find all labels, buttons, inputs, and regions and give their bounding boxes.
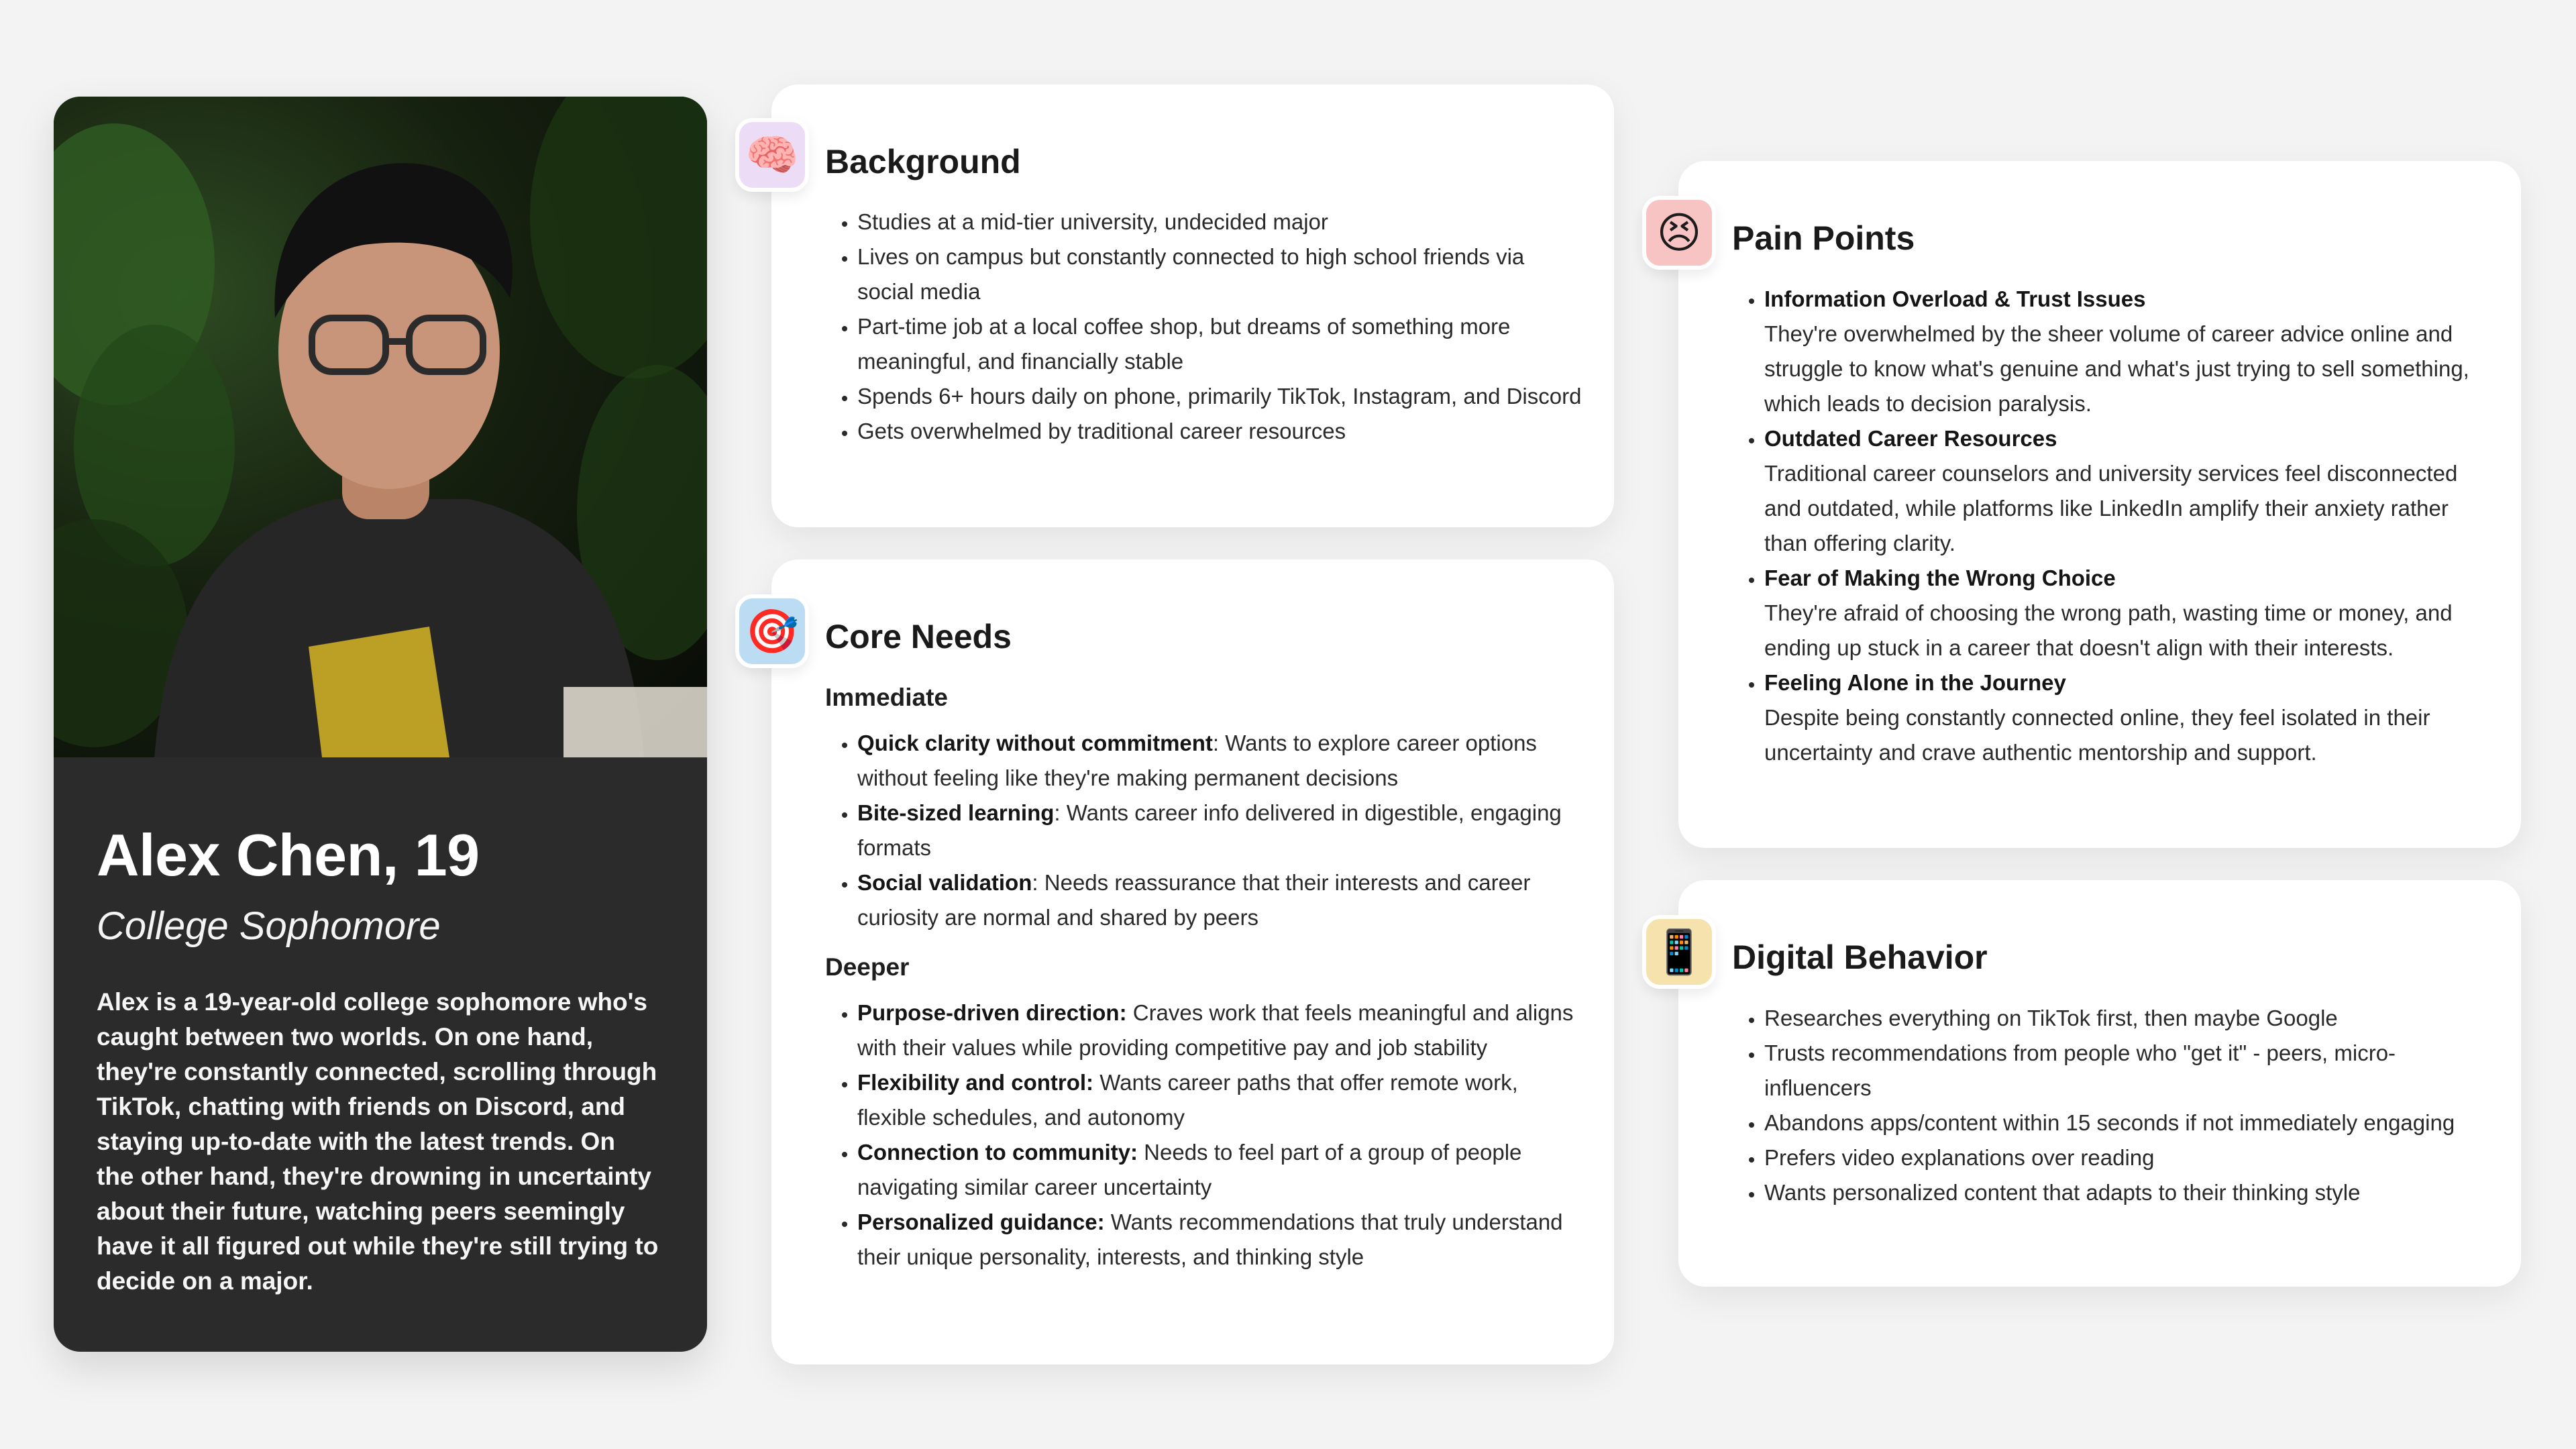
digital-behavior-title: Digital Behavior xyxy=(1732,938,1988,976)
deeper-item: • Flexibility and control: Wants career paths that offer remote work, flexible schedules, and autonomy xyxy=(857,1065,1583,1135)
digital-behavior-list xyxy=(1732,1001,2470,1210)
digital-behavior-item: • Researches everything on TikTok first, then maybe Google xyxy=(1764,1001,2470,1036)
pain-points-title: Pain Points xyxy=(1732,219,1915,257)
immediate-heading: Immediate xyxy=(825,684,949,711)
deeper-item: • Purpose-driven direction: Craves work that feels meaningful and aligns with their values while providing competitive pay and job stability xyxy=(857,996,1583,1065)
background-item: • Gets overwhelmed by traditional career resources xyxy=(857,414,1583,449)
immediate-item: • Social validation: Needs reassurance that their interests and career curiosity are normal and shared by peers xyxy=(857,865,1583,935)
target-icon: 🎯 xyxy=(735,594,809,668)
deeper-item: • Personalized guidance: Wants recommendations that truly understand their unique personality, interests, and thinking style xyxy=(857,1205,1583,1275)
pain-point-item: • Information Overload & Trust Issues They're overwhelmed by the sheer volume of career advice online and struggle to know what's genuine and what's just trying to sell something, which leads to decision paralysis. xyxy=(1764,282,2470,421)
deeper-heading: Deeper xyxy=(825,953,910,981)
digital-behavior-item: • Trusts recommendations from people who "get it" - peers, micro-influencers xyxy=(1764,1036,2470,1106)
background-list xyxy=(825,205,1583,449)
profile-card xyxy=(54,97,707,1352)
digital-behavior-item: • Wants personalized content that adapts to their thinking style xyxy=(1764,1175,2470,1210)
background-item: • Spends 6+ hours daily on phone, primarily TikTok, Instagram, and Discord xyxy=(857,379,1583,414)
background-item: • Part-time job at a local coffee shop, but dreams of something more meaningful, and financially stable xyxy=(857,309,1583,379)
background-item: • Studies at a mid-tier university, undecided major xyxy=(857,205,1583,239)
pain-point-item: • Outdated Career Resources Traditional career counselors and university services feel disconnected and outdated, while platforms like LinkedIn amplify their anxiety rather than offering clarity. xyxy=(1764,421,2470,561)
profile-role: College Sophomore xyxy=(97,904,441,949)
pain-points-list xyxy=(1732,282,2470,770)
digital-behavior-item: • Abandons apps/content within 15 seconds if not immediately engaging xyxy=(1764,1106,2470,1140)
profile-photo xyxy=(54,97,707,757)
brain-icon: 🧠 xyxy=(735,118,809,192)
core-needs-title: Core Needs xyxy=(825,618,1012,655)
profile-bio: Alex is a 19-year-old college sophomore who's caught between two worlds. On one hand, they're constantly connected, scrolling through TikTok, chatting with friends on Discord, and staying up-to-date with the latest trends. On the other hand, they're drowning in uncertainty about their future, watching peers seemingly have it all figured out while they're still trying to decide on a major. xyxy=(97,988,659,1295)
core-needs-content xyxy=(825,680,1583,1275)
digital-behavior-item: • Prefers video explanations over reading xyxy=(1764,1140,2470,1175)
pain-point-item: • Feeling Alone in the Journey Despite being constantly connected online, they feel isolated in their uncertainty and crave authentic mentorship and support. xyxy=(1764,665,2470,770)
mobile-phone-icon: 📱 xyxy=(1642,915,1716,989)
deeper-item: • Connection to community: Needs to feel part of a group of people navigating similar career uncertainty xyxy=(857,1135,1583,1205)
persevering-face-icon: 😣 xyxy=(1642,196,1716,270)
background-item: • Lives on campus but constantly connected to high school friends via social media xyxy=(857,239,1583,309)
profile-name: Alex Chen, 19 xyxy=(97,822,480,888)
pain-point-item: • Fear of Making the Wrong Choice They're afraid of choosing the wrong path, wasting time or money, and ending up stuck in a career that doesn't align with their interests. xyxy=(1764,561,2470,665)
immediate-item: • Quick clarity without commitment: Wants to explore career options without feeling like they're making permanent decisions xyxy=(857,726,1583,796)
profile-photo-illustration xyxy=(54,97,707,757)
background-title: Background xyxy=(825,143,1021,180)
immediate-item: • Bite-sized learning: Wants career info delivered in digestible, engaging formats xyxy=(857,796,1583,865)
